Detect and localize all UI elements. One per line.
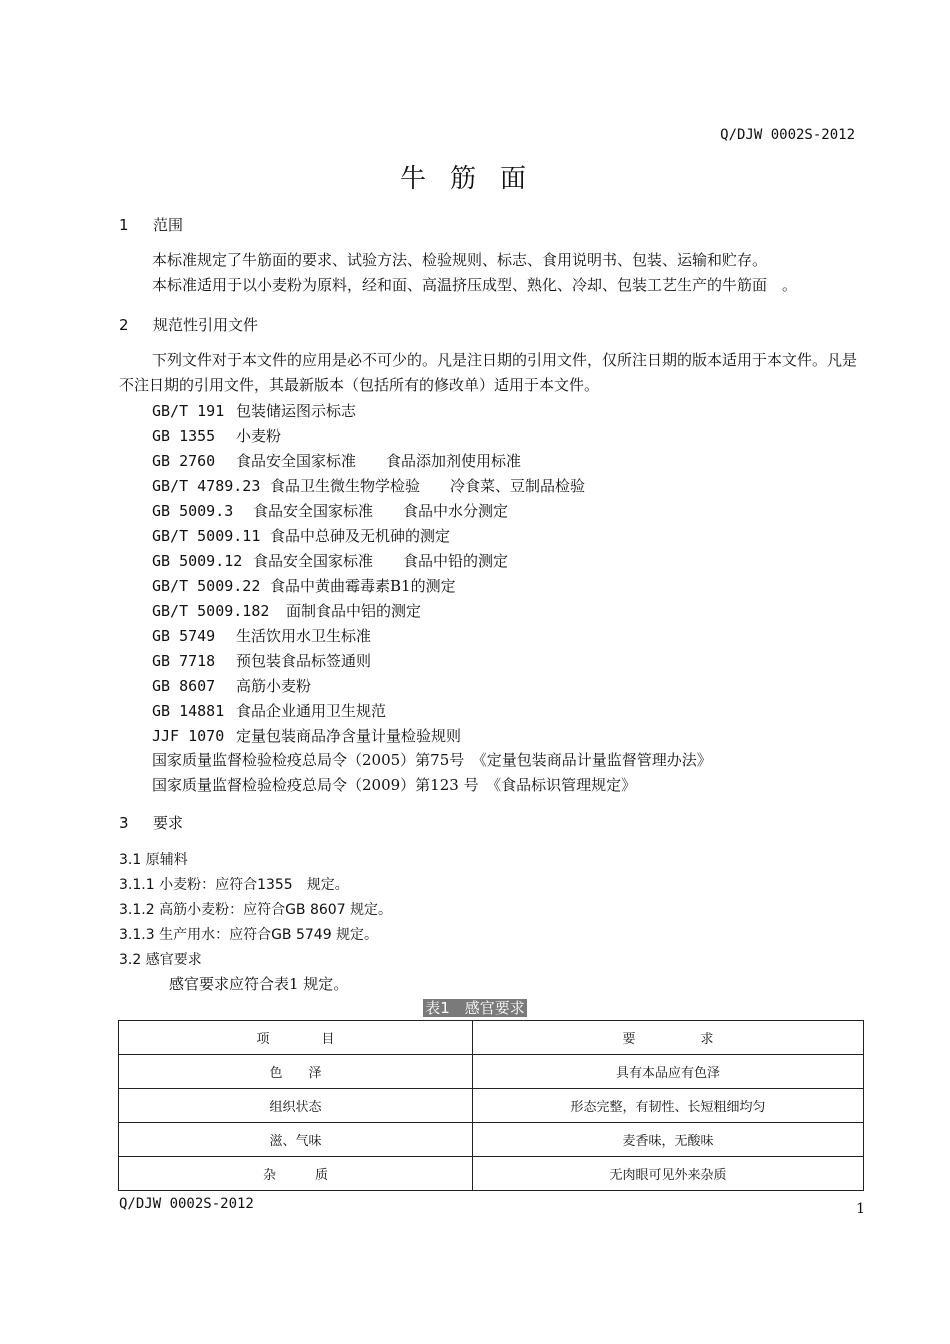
table-cell-item: 杂 质 [119, 1157, 473, 1191]
table-row [119, 1055, 864, 1089]
reference-code: GB/T 5009.182 [152, 602, 270, 620]
clause-3-2: 3.2 感官要求 [119, 952, 202, 968]
reference-item [152, 600, 421, 621]
section-number: 3 [119, 814, 129, 832]
table-row [119, 1123, 864, 1157]
section-number: 2 [119, 316, 129, 334]
reference-item [152, 650, 371, 671]
clause-3-1-3: 3.1.3 生产用水：应符合GB 5749 规定。 [119, 927, 379, 943]
clause-3-2-text: 感官要求应符合表1 规定。 [169, 975, 349, 993]
reference-code: GB 7718 [152, 652, 216, 670]
reference-title: 面制食品中铝的测定 [286, 602, 422, 620]
reference-title: 生活饮用水卫生标准 [236, 627, 372, 645]
clause-3-1-2: 3.1.2 高筋小麦粉：应符合GB 8607 规定。 [119, 902, 393, 918]
table-caption [0, 997, 950, 1018]
reference-code: GB 8607 [152, 677, 216, 695]
table-caption-label: 表1 感官要求 [425, 999, 525, 1017]
table-cell-requirement: 麦香味，无酸味 [473, 1123, 864, 1157]
reference-title: 高筋小麦粉 [236, 677, 312, 695]
table-header-cell: 要 求 [473, 1021, 864, 1055]
reference-title: 食品中黄曲霉毒素B1的测定 [270, 577, 456, 595]
reference-code: GB/T 4789.23 [152, 477, 261, 495]
reference-item [152, 450, 521, 471]
reference-item [152, 500, 508, 521]
table-cell-requirement: 无肉眼可见外来杂质 [473, 1157, 864, 1191]
reference-code: JJF 1070 [152, 727, 225, 745]
reference-code: GB 14881 [152, 702, 225, 720]
table-cell-requirement: 形态完整，有韧性、长短粗细均匀 [473, 1089, 864, 1123]
reference-item [152, 550, 508, 571]
regulation-order: 国家质量监督检验检疫总局令（2005）第75号 《定量包装商品计量监督管理办法》 [152, 751, 712, 769]
table-cell-item: 滋、气味 [119, 1123, 473, 1157]
reference-title: 食品卫生微生物学检验 冷食菜、豆制品检验 [270, 477, 586, 495]
footer-standard-number: Q/DJW 0002S-2012 [119, 1196, 254, 1212]
reference-code: GB 5749 [152, 627, 216, 645]
table-cell-item: 组织状态 [119, 1089, 473, 1123]
reference-item [152, 625, 371, 646]
reference-title: 食品安全国家标准 食品中水分测定 [253, 502, 509, 520]
reference-item [152, 700, 386, 721]
document-title: 牛筋面 [399, 164, 550, 194]
reference-item [152, 475, 585, 496]
section-1-paragraph-1: 本标准规定了牛筋面的要求、试验方法、检验规则、标志、食用说明书、包装、运输和贮存。 [152, 251, 768, 269]
section-1-heading [119, 214, 183, 235]
header-standard-number: Q/DJW 0002S-2012 [720, 127, 855, 143]
section-title: 规范性引用文件 [153, 316, 259, 334]
reference-title: 食品安全国家标准 食品添加剂使用标准 [236, 452, 522, 470]
reference-item [152, 675, 311, 696]
section-2-heading [119, 314, 258, 335]
reference-code: GB 5009.12 [152, 552, 243, 570]
section-3-heading [119, 812, 183, 833]
table-cell-item: 色 泽 [119, 1055, 473, 1089]
clause-3-1-1: 3.1.1 小麦粉：应符合1355 规定。 [119, 877, 349, 893]
reference-item [152, 525, 450, 546]
reference-title: 食品安全国家标准 食品中铅的测定 [253, 552, 509, 570]
reference-code: GB 1355 [152, 427, 216, 445]
reference-item [152, 425, 281, 446]
reference-code: GB 5009.3 [152, 502, 234, 520]
clause-3-1: 3.1 原辅料 [119, 852, 188, 868]
table-row [119, 1157, 864, 1191]
reference-code: GB/T 5009.11 [152, 527, 261, 545]
section-title: 范围 [153, 216, 184, 234]
regulation-order: 国家质量监督检验检疫总局令（2009）第123 号 《食品标识管理规定》 [152, 776, 637, 794]
reference-title: 食品中总砷及无机砷的测定 [270, 527, 451, 545]
section-number: 1 [119, 216, 129, 234]
reference-title: 定量包装商品净含量计量检验规则 [236, 727, 462, 745]
reference-title: 预包装食品标签通则 [236, 652, 372, 670]
table-row [119, 1089, 864, 1123]
reference-title: 包装储运图示标志 [236, 402, 357, 420]
reference-item [152, 575, 456, 596]
reference-item [152, 725, 461, 746]
section-1-paragraph-2: 本标准适用于以小麦粉为原料，经和面、高温挤压成型、熟化、冷却、包装工艺生产的牛筋面 。 [152, 276, 798, 294]
section-title: 要求 [153, 814, 184, 832]
reference-code: GB/T 5009.22 [152, 577, 261, 595]
reference-code: GB/T 191 [152, 402, 225, 420]
reference-item [152, 400, 356, 421]
reference-title: 食品企业通用卫生规范 [236, 702, 387, 720]
reference-code: GB 2760 [152, 452, 216, 470]
table-header-cell: 项 目 [119, 1021, 473, 1055]
reference-title: 小麦粉 [236, 427, 282, 445]
table-header-row [119, 1021, 864, 1055]
sensory-requirements-table [118, 1020, 864, 1191]
page-number: 1 [856, 1201, 865, 1217]
table-cell-requirement: 具有本品应有色泽 [473, 1055, 864, 1089]
section-2-intro: 下列文件对于本文件的应用是必不可少的。凡是注日期的引用文件，仅所注日期的版本适用于本文件。凡是不注日期的引用文件，其最新版本（包括所有的修改单）适用于本文件。 [119, 351, 858, 394]
